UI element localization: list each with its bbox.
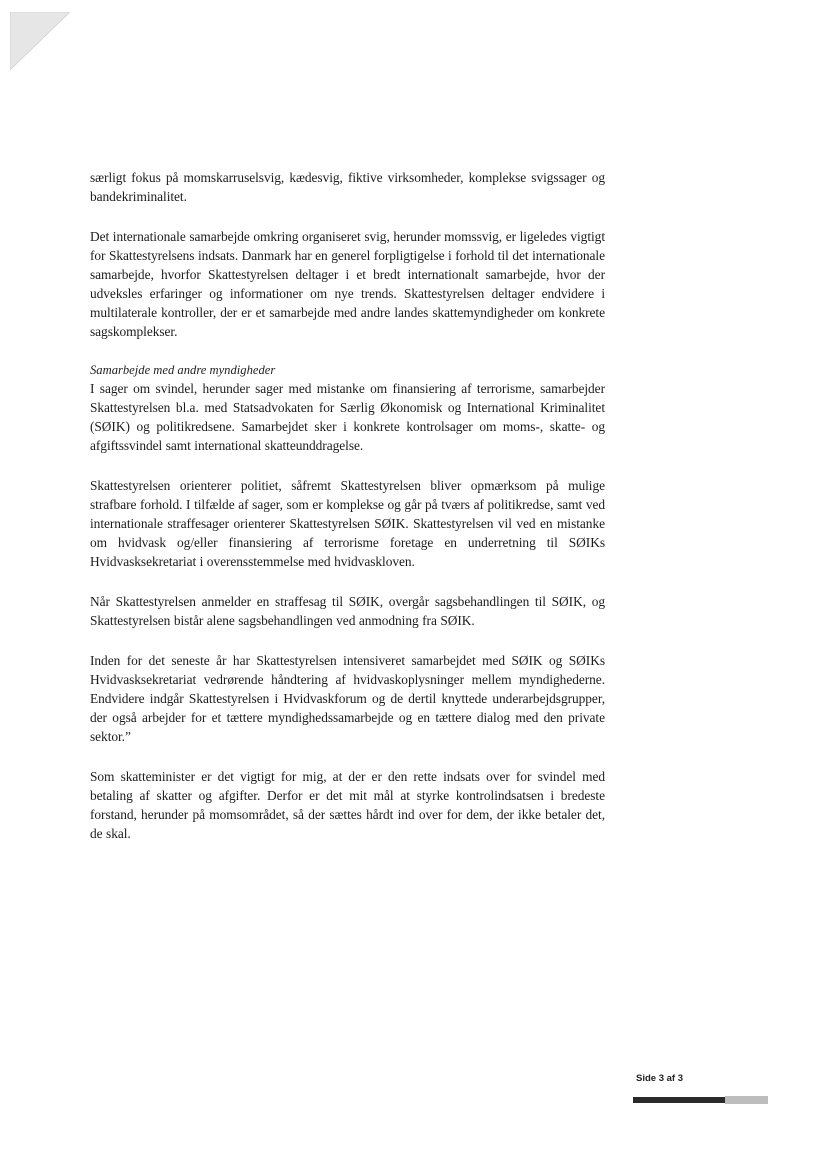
paragraph-soik-cooperation: I sager om svindel, herunder sager med mistanke om finansiering af terrorisme, samarbejder Skattestyrelsen bl.a. med Statsadvokaten for Særlig Økonomisk og International Kriminalitet (SØIK) og politikredsene. Samarbejdet sker i konkrete kontrolsager om moms-, skatte- og afgiftssvindel samt international skatteunddragelse.	[90, 381, 605, 453]
paragraph-police-notification: Skattestyrelsen orienterer politiet, såfremt Skattestyrelsen bliver opmærksom på mulige strafbare forhold. I tilfælde af sager, som er komplekse og går på tværs af politikredse, samt ved internationale straffesager orienterer Skattestyrelsen SØIK. Skattestyrelsen vil ved en mistanke om hvidvask og/eller finansiering af terrorisme foretage en underretning til SØIKs Hvidvasksekretariat i overensstemmelse med hvidvaskloven.	[90, 478, 605, 569]
page-corner-fold	[10, 12, 70, 70]
footer-bar-light	[725, 1096, 768, 1104]
paragraph-criminal-case: Når Skattestyrelsen anmelder en straffesag til SØIK, overgår sagsbehandlingen til SØIK, og Skattestyrelsen bistår alene sagsbehandlingen ved anmodning fra SØIK.	[90, 594, 605, 628]
footer-bar-dark-thin	[633, 1099, 679, 1102]
section-heading: Samarbejde med andre myndigheder	[90, 363, 276, 377]
paragraph-international-cooperation: Det internationale samarbejde omkring organiseret svig, herunder momssvig, er ligeledes vigtigt for Skattestyrelsens indsats. Danmark har en generel forpligtigelse i forhold til det internationale samarbejde, hvorfor Skattestyrelsen deltager i et bredt internationalt samarbejde, hvor der udveksles erfaringer og informationer om nye trends. Skattestyrelsen deltager endvidere i multilaterale kontroller, der er et samarbejde med andre landes skattemyndigheder om konkrete sagskomplekser.	[90, 229, 605, 339]
paragraph-fraud-focus: særligt fokus på momskarruselsvig, kædesvig, fiktive virksomheder, komplekse svigssager og bandekriminalitet.	[90, 170, 605, 204]
paragraph-money-laundering: Inden for det seneste år har Skattestyrelsen intensiveret samarbejdet med SØIK og SØIKs Hvidvasksekretariat vedrørende håndtering af hvidvaskoplysninger mellem myndighederne. Endvidere indgår Skattestyrelsen i Hvidvaskforum og de dertil knyttede underarbejdsgrupper, der også arbejder for et tættere myndighedssamarbejde og en tættere dialog med den private sektor.”	[90, 653, 605, 744]
paragraph-minister-statement: Som skatteminister er det vigtigt for mig, at der er den rette indsats over for svindel med betaling af skatter og afgifter. Derfor er det mit mål at styrke kontrolindsatsen i bredeste forstand, herunder på momsområdet, så der sættes hårdt ind over for dem, der ikke betaler det, de skal.	[90, 769, 605, 841]
footer-bar	[633, 1095, 768, 1105]
page-number: Side 3 af 3	[636, 1073, 683, 1084]
document-body	[90, 168, 605, 864]
